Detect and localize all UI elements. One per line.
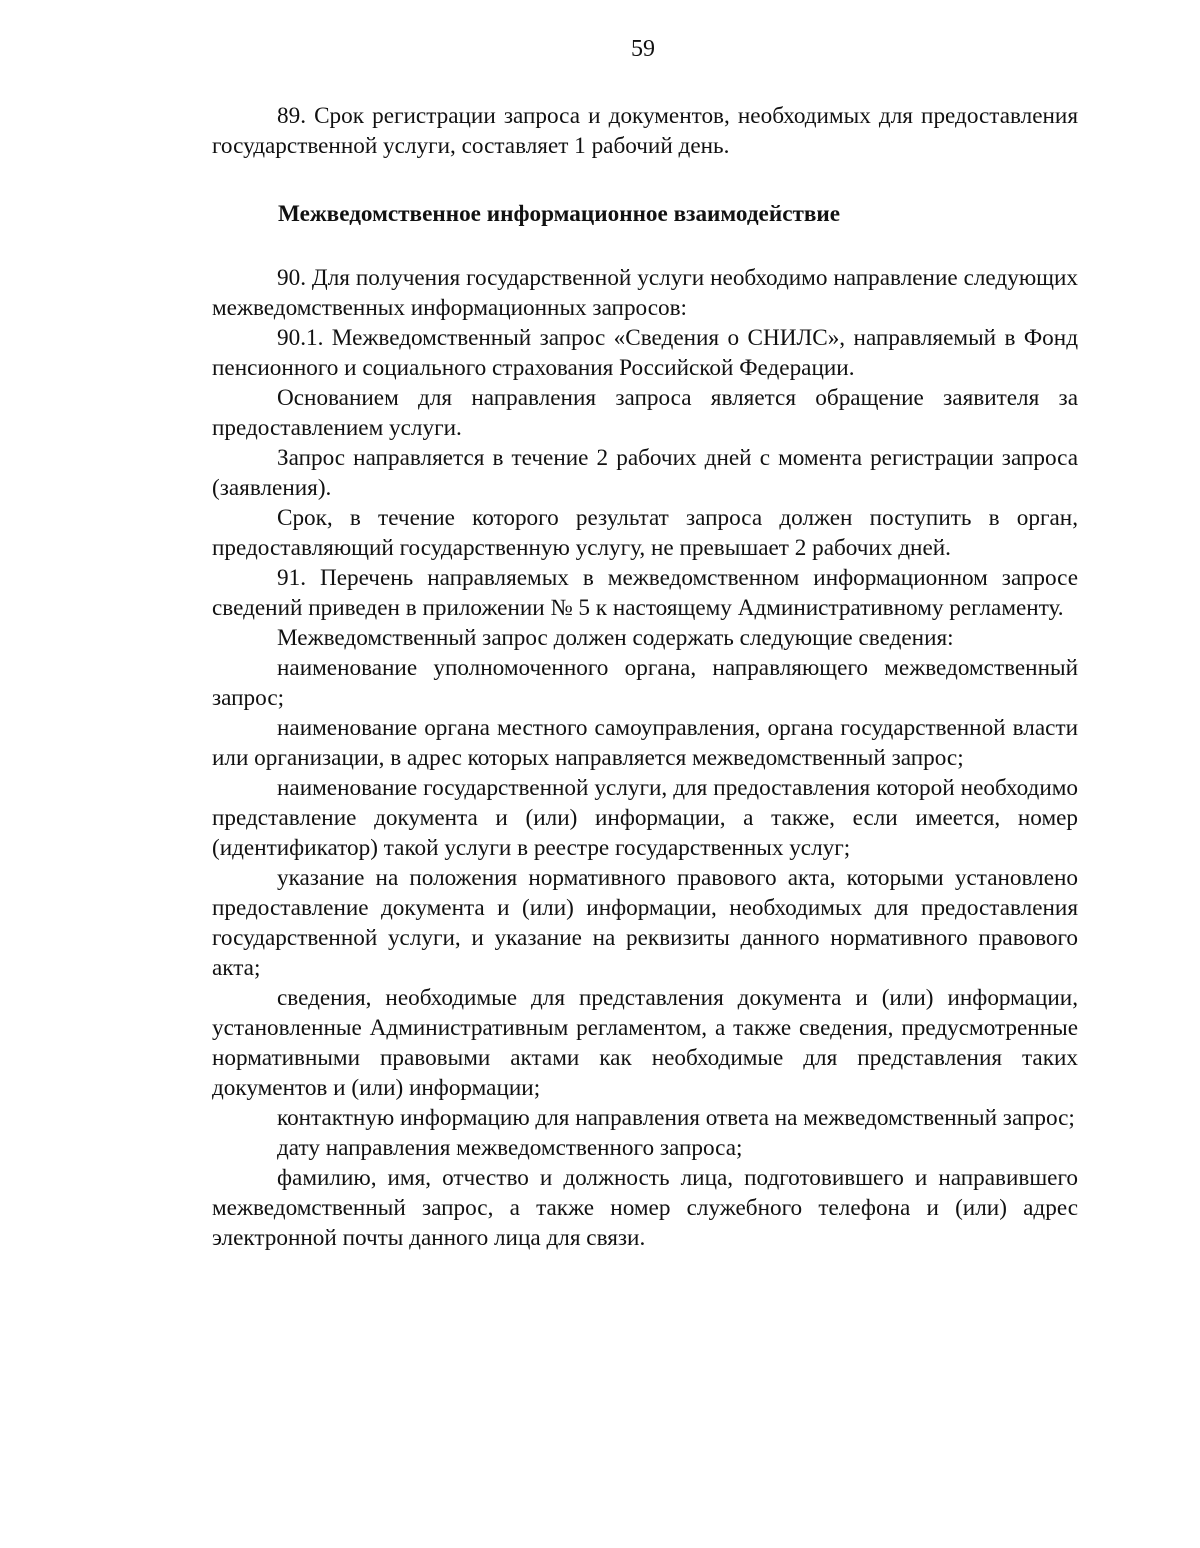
- paragraph-89: 89. Срок регистрации запроса и документов, необходимых для предоставления государственной услуги, составляет 1 рабочий день.: [212, 103, 1078, 159]
- list-item-responsible-person: фамилию, имя, отчество и должность лица, подготовившего и направившего межведомственный запрос, а также номер служебного телефона и (или) адрес электронной почты данного лица для связи.: [212, 1165, 1078, 1251]
- page-number: 59: [631, 36, 655, 62]
- list-item-contact-info: контактную информацию для направления ответа на межведомственный запрос;: [277, 1105, 1075, 1131]
- paragraph-request-contents: Межведомственный запрос должен содержать следующие сведения:: [277, 625, 954, 651]
- paragraph-request-timing: Запрос направляется в течение 2 рабочих дней с момента регистрации запроса (заявления).: [212, 445, 1078, 501]
- document-body: [212, 101, 1078, 1253]
- list-item-legal-act: указание на положения нормативного правового акта, которыми установлено предоставление документа и (или) информации, необходимых для предоставления государственной услуги, и указание на реквизиты данного нормативного правового акта;: [212, 865, 1078, 981]
- paragraph-90: 90. Для получения государственной услуги необходимо направление следующих межведомственных информационных запросов:: [212, 265, 1078, 321]
- paragraph-91: 91. Перечень направляемых в межведомственном информационном запросе сведений приведен в приложении № 5 к настоящему Административному регламенту.: [212, 565, 1078, 621]
- list-item-request-date: дату направления межведомственного запроса;: [277, 1135, 743, 1161]
- paragraph-basis: Основанием для направления запроса является обращение заявителя за предоставлением услуги.: [212, 385, 1078, 441]
- list-item-required-info: сведения, необходимые для представления документа и (или) информации, установленные Административным регламентом, а также сведения, предусмотренные нормативными правовыми актами как необходимые для представления таких документов и (или) информации;: [212, 985, 1078, 1101]
- list-item-service-name: наименование государственной услуги, для предоставления которой необходимо представление документа и (или) информации, а также, если имеется, номер (идентификатор) такой услуги в реестре государственных услуг;: [212, 775, 1078, 861]
- paragraph-90-1: 90.1. Межведомственный запрос «Сведения о СНИЛС», направляемый в Фонд пенсионного и социального страхования Российской Федерации.: [212, 325, 1078, 381]
- paragraph-result-timing: Срок, в течение которого результат запроса должен поступить в орган, предоставляющий государственную услугу, не превышает 2 рабочих дней.: [212, 505, 1078, 561]
- list-item-authority-name: наименование уполномоченного органа, направляющего межведомственный запрос;: [212, 655, 1078, 711]
- list-item-recipient-name: наименование органа местного самоуправления, органа государственной власти или организации, в адрес которых направляется межведомственный запрос;: [212, 715, 1078, 771]
- section-heading: Межведомственное информационное взаимодействие: [278, 201, 841, 227]
